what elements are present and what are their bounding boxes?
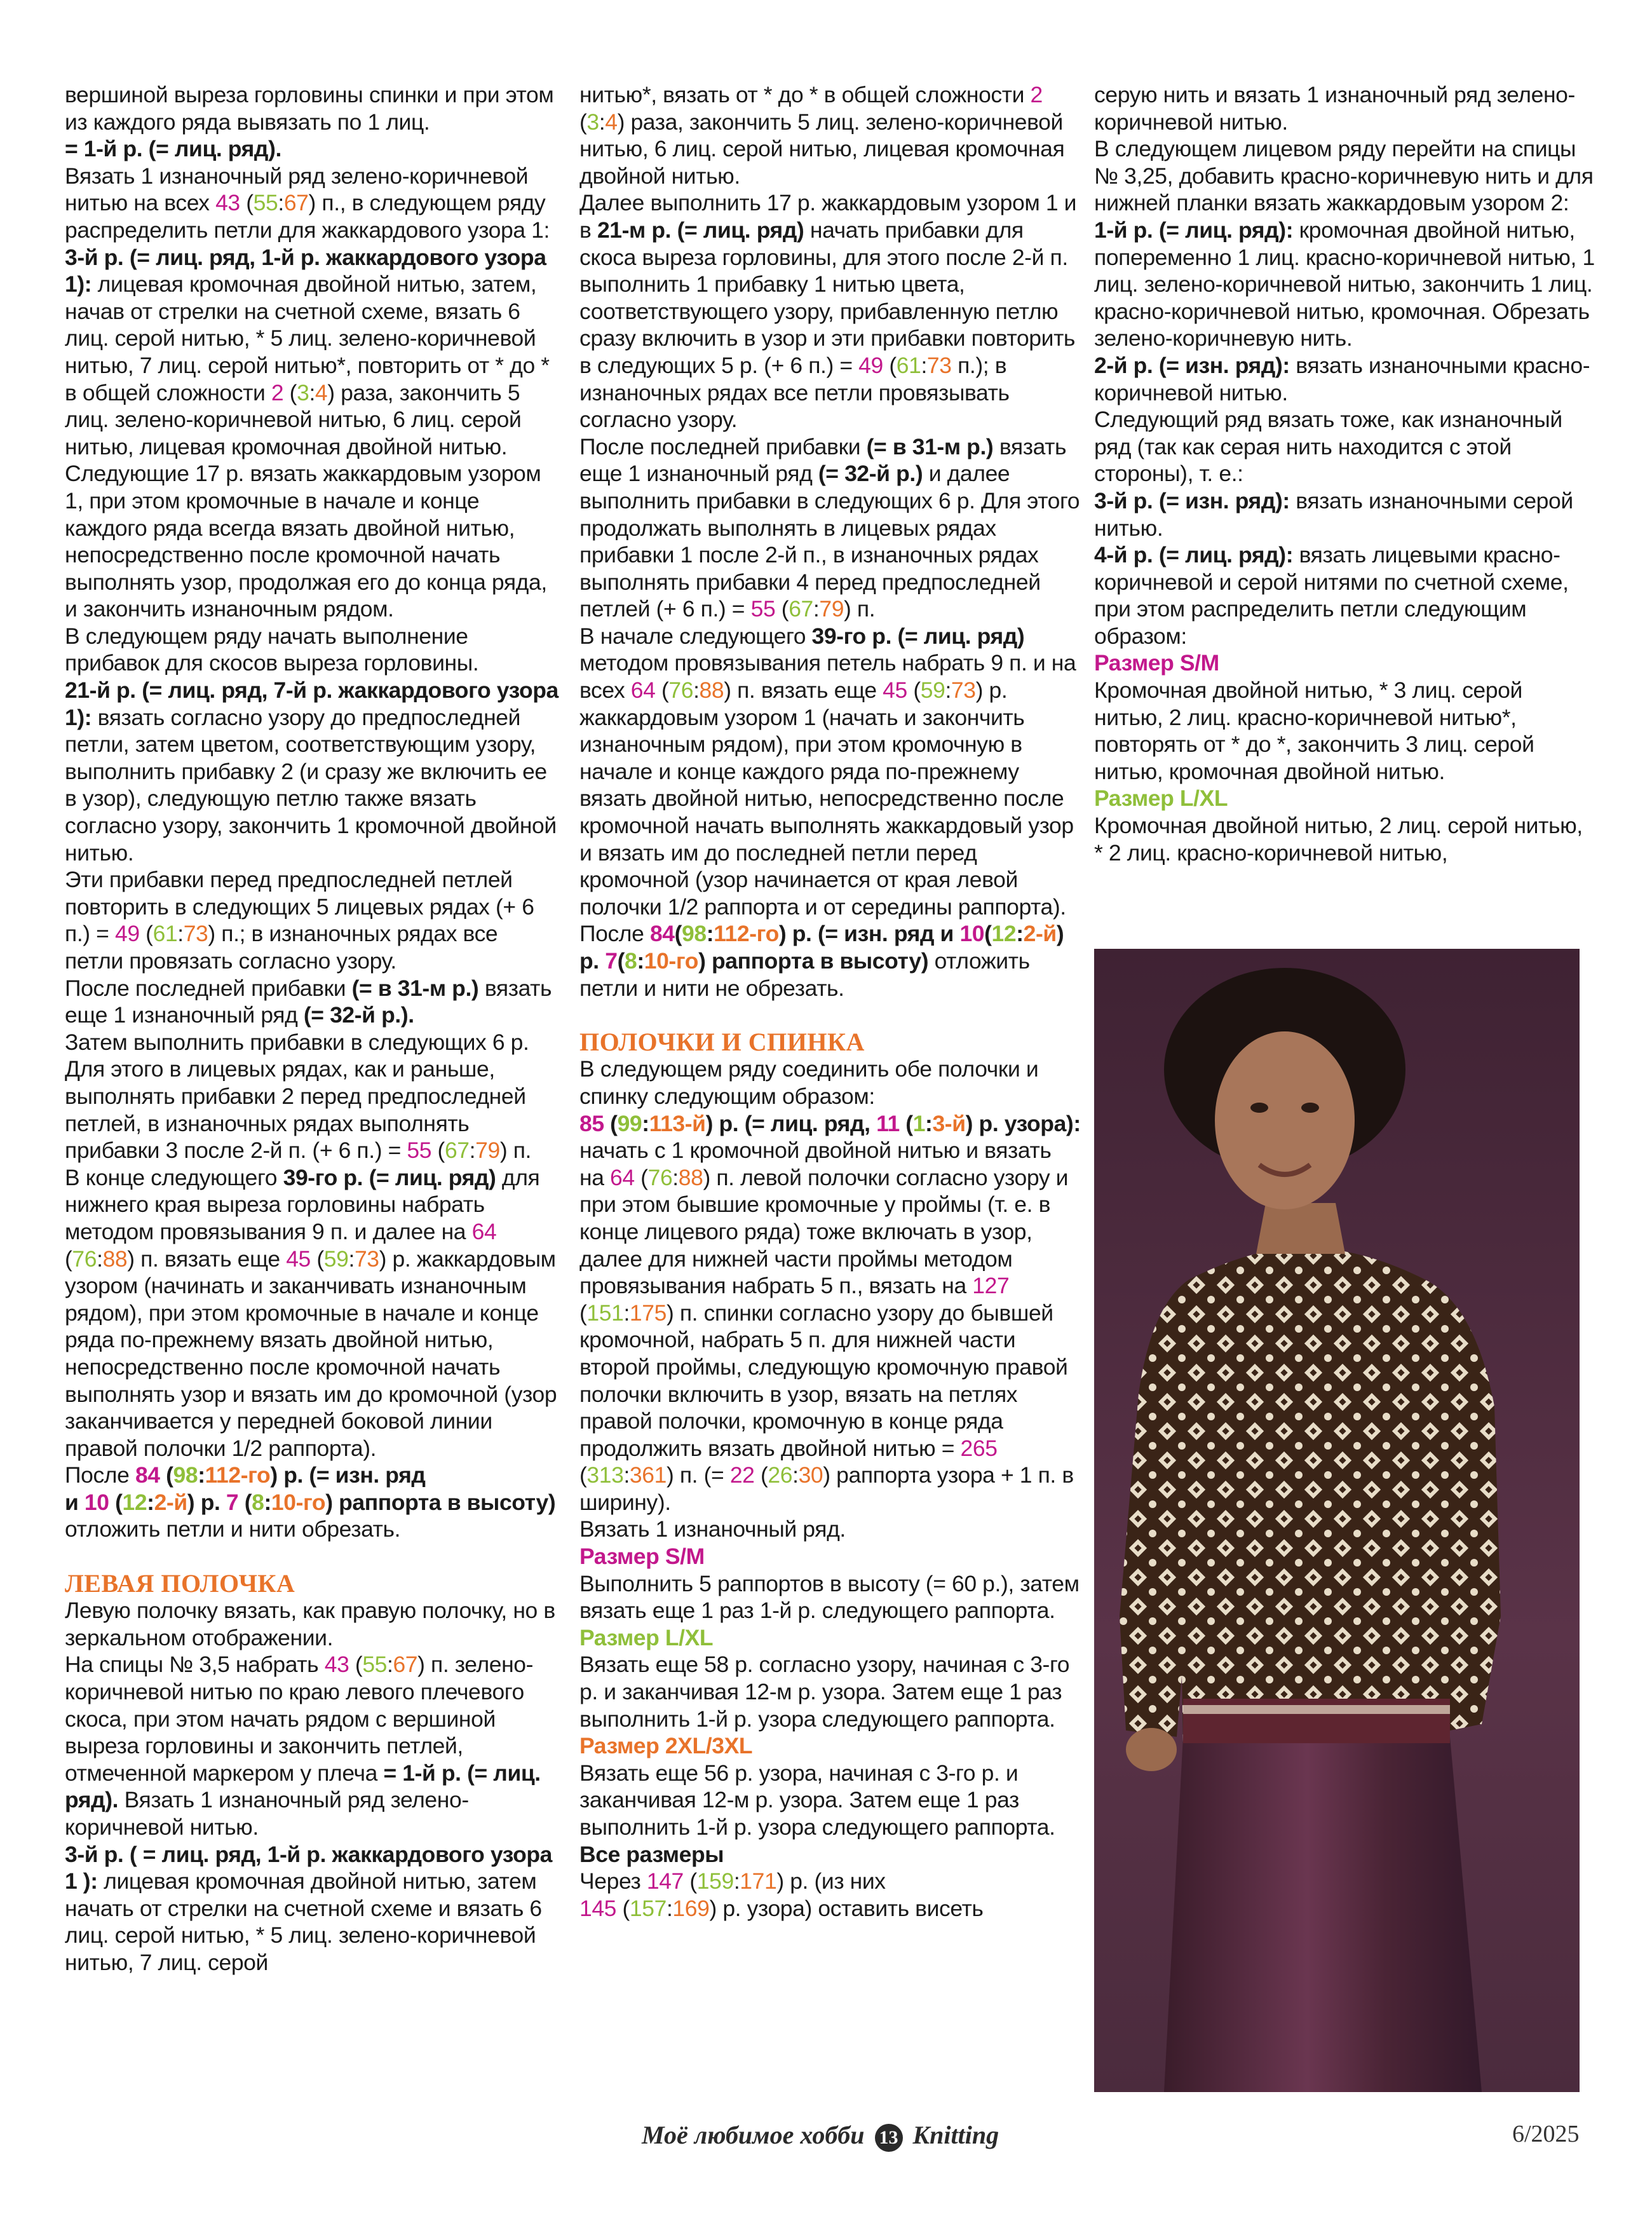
paragraph: 3-й р. ( = лиц. ряд, 1-й р. жаккардового узора 1 ): лицевая кромочная двойной нитью, затем начать от стрелки на счетной схеме и вязать 6 лиц. серой нитью, * 5 лиц. зелено-коричневой нитью, 7 лиц. серой	[65, 1841, 553, 1975]
paragraph: 21-й р. (= лиц. ряд, 7-й р. жаккардового узора 1): вязать согласно узору до предпоследней петли, затем цветом, соответствующим узору, выполнить прибавку 2 (и сразу же включить ее в узор), следующую петлю также вязать согласно узору, закончить 1 кромочной двойной нитью.	[65, 677, 559, 866]
size-heading-sm: Размер S/M	[579, 1544, 705, 1570]
model-photo-illustration	[1094, 949, 1580, 2092]
text-column-1	[65, 81, 560, 1976]
paragraph: 2-й р. (= изн. ряд): вязать изнаночными красно-коричневой нитью.	[1094, 352, 1590, 405]
paragraph: Выполнить 5 раппортов в высоту (= 60 р.), затем вязать еще 1 раз 1-й р. следующего раппорта.	[579, 1570, 1080, 1624]
paragraph: В следующем лицевом ряду перейти на спицы № 3,25, добавить красно-коричневую нить и для нижней планки вязать жаккардовым узором 2:	[1094, 136, 1594, 216]
paragraph: Кромочная двойной нитью, * 3 лиц. серой нитью, 2 лиц. красно-коричневой нитью*, повторять от * до *, закончить 3 лиц. серой нитью, кромочная двойной нитью.	[1094, 677, 1534, 784]
paragraph: Через 147 (159:171) р. (из них 145 (157:169) р. узора) оставить висеть	[579, 1868, 984, 1921]
paragraph: 85 (99:113-й) р. (= лиц. ряд, 11 (1:3-й) р. узора): начать с 1 кромочной двойной нитью и вязать на 64 (76:88) п. левой полочки согласно узору и при этом бывшие кромочные у проймы (т. е. в конце лицевого ряда) тоже включать в узор, далее для нижней части проймы методом провязывания набрать 5 п., вязать на 127 (151:175) п. спинки согласно узору до бывшей кромочной, набрать 5 п. для нижней части второй проймы, следующую кромочную правой полочки включить в узор, вязать на петлях правой полочки, кромочную в конце ряда продолжить вязать двойной нитью = 265 (313:361) п. (= 22 (26:30) раппорта узора + 1 п. в ширину).	[579, 1110, 1081, 1515]
paragraph: 3-й р. (= изн. ряд): вязать изнаночными серой нитью.	[1094, 487, 1573, 541]
paragraph: После 84 (98:112-го) р. (= изн. ряд и 10 (12:2-й) р. 7 (8:10-го) раппорта в высоту) отложить петли и нити обрезать.	[65, 1462, 556, 1542]
paragraph: После последней прибавки (= в 31-м р.) вязать еще 1 изнаночный ряд (= 32-й р.).	[65, 975, 552, 1028]
section-heading-left-front: ЛЕВАЯ ПОЛОЧКА	[65, 1568, 295, 1598]
paragraph: Левую полочку вязать, как правую полочку, но в зеркальном отображении.	[65, 1598, 555, 1650]
text-column-3	[1094, 81, 1596, 866]
paragraph: После последней прибавки (= в 31-м р.) вязать еще 1 изнаночный ряд (= 32-й р.) и далее выполнить прибавки в следующих 6 р. Для этого продолжать выполнять в лицевых рядах прибавки 1 после 2-й п., в изнаночных рядах выполнять прибавки 4 перед предпоследней петлей (+ 6 п.) = 55 (67:79) п.	[579, 433, 1080, 622]
paragraph: вершиной выреза горловины спинки и при этом из каждого ряда вывязать по 1 лиц. = 1-й р. (= лиц. ряд).	[65, 82, 554, 162]
text-column-2	[579, 81, 1081, 1922]
paragraph: Вязать еще 58 р. согласно узору, начиная с 3-го р. и заканчивая 12-м р. узора. Затем еще 1 раз выполнить 1-й р. узора следующего раппорта.	[579, 1652, 1070, 1732]
paragraph: Следующий ряд вязать тоже, как изнаночный ряд (так как серая нить находится с этой стороны), т. е.:	[1094, 407, 1562, 487]
paragraph: Вязать еще 56 р. узора, начиная с 3-го р. и заканчивая 12-м р. узора. Затем еще 1 раз выполнить 1-й р. узора следующего раппорта.	[579, 1760, 1055, 1840]
size-heading-2xl3xl: Размер 2XL/3XL	[579, 1733, 753, 1759]
section-heading-fronts-and-back: ПОЛОЧКИ И СПИНКА	[579, 1027, 865, 1056]
magazine-title: Моё любимое хобби	[642, 2121, 865, 2149]
paragraph: После 84(98:112-го) р. (= изн. ряд и 10(12:2-й) р. 7(8:10-го) раппорта в высоту) отложить петли и нити не обрезать.	[579, 921, 1064, 1001]
paragraph: серую нить и вязать 1 изнаночный ряд зелено-коричневой нитью.	[1094, 82, 1575, 135]
size-heading-lxl: Размер L/XL	[1094, 785, 1228, 812]
paragraph: В следующем ряду соединить обе полочки и спинку следующим образом:	[579, 1056, 1039, 1109]
paragraph: Вязать 1 изнаночный ряд.	[579, 1516, 846, 1542]
paragraph: Вязать 1 изнаночный ряд зелено-коричневой нитью на всех 43 (55:67) п., в следующем ряду распределить петли для жаккардового узора 1:	[65, 163, 550, 243]
paragraph: Кромочная двойной нитью, 2 лиц. серой нитью, * 2 лиц. красно-коричневой нитью,	[1094, 813, 1583, 866]
paragraph: нитью*, вязать от * до * в общей сложности 2 (3:4) раза, закончить 5 лиц. зелено-коричневой нитью, 6 лиц. серой нитью, лицевая кромочная двойной нитью.	[579, 82, 1065, 189]
paragraph: Затем выполнить прибавки в следующих 6 р. Для этого в лицевых рядах, как и раньше, выполнять прибавки 2 перед предпоследней петлей, в изнаночных рядах выполнять прибавки 3 после 2-й п. (+ 6 п.) = 55 (67:79) п.	[65, 1029, 531, 1164]
size-heading-all: Все размеры	[579, 1841, 724, 1867]
paragraph: Далее выполнить 17 р. жаккардовым узором 1 и в 21-м р. (= лиц. ряд) начать прибавки для скоса выреза горловины, для этого после 2-й п. выполнить 1 прибавку 1 нитью цвета, соответствующего узору, прибавленную петлю сразу включить в узор и эти прибавки повторить в следующих 5 р. (+ 6 п.) = 49 (61:73 п.); в изнаночных рядах все петли провязывать согласно узору.	[579, 190, 1077, 433]
paragraph: В начале следующего 39-го р. (= лиц. ряд) методом провязывания петель набрать 9 п. и на всех 64 (76:88) п. вязать еще 45 (59:73) р. жаккардовым узором 1 (начать и закончить изнаночным рядом), при этом кромочную в начале и конце каждого ряда по-прежнему вязать двойной нитью, непосредственно после кромочной начать выполнять жаккардовый узор и вязать им до последней петли перед кромочной (узор начинается от края левой полочки 1/2 раппорта и от середины раппорта).	[579, 623, 1076, 920]
paragraph: Эти прибавки перед предпоследней петлей повторить в следующих 5 лицевых рядах (+ 6 п.) = 49 (61:73) п.; в изнаночных рядах все петли провязать согласно узору.	[65, 867, 534, 974]
paragraph: На спицы № 3,5 набрать 43 (55:67) п. зелено-коричневой нитью по краю левого плечевого скоса, при этом начать рядом с вершиной выреза горловины и закончить петлей, отмеченной маркером у плеча = 1-й р. (= лиц. ряд). Вязать 1 изнаночный ряд зелено-коричневой нитью.	[65, 1652, 541, 1840]
paragraph: Следующие 17 р. вязать жаккардовым узором 1, при этом кромочные в начале и конце каждого ряда всегда вязать двойной нитью, непосредственно после кромочной начать выполнять узор, продолжая его до конца ряда, и закончить изнаночным рядом.	[65, 461, 547, 622]
paragraph: В следующем ряду начать выполнение прибавок для скосов выреза горловины.	[65, 623, 479, 676]
paragraph: 1-й р. (= лиц. ряд): кромочная двойной нитью, попеременно 1 лиц. красно-коричневой нитью, 1 лиц. зелено-коричневой нитью, закончить 1 лиц. красно-коричневой нитью, кромочная. Обрезать зелено-коричневую нить.	[1094, 217, 1595, 351]
page-number: 13	[875, 2124, 903, 2152]
size-heading-sm: Размер S/M	[1094, 650, 1219, 676]
magazine-footer	[642, 2120, 999, 2152]
model-photo	[1094, 949, 1580, 2092]
paragraph: 3-й р. (= лиц. ряд, 1-й р. жаккардового узора 1): лицевая кромочная двойной нитью, затем, начав от стрелки на счетной схеме, вязать 6 лиц. серой нитью, * 5 лиц. зелено-коричневой нитью, 7 лиц. серой нитью*, повторить от * до * в общей сложности 2 (3:4) раза, закончить 5 лиц. зелено-коричневой нитью, 6 лиц. серой нитью, лицевая кромочная двойной нитью.	[65, 244, 550, 459]
paragraph: 4-й р. (= лиц. ряд): вязать лицевыми красно-коричневой и серой нитями по счетной схеме, при этом распределить петли следующим образом:	[1094, 542, 1569, 649]
paragraph: В конце следующего 39-го р. (= лиц. ряд) для нижнего края выреза горловины набрать методом провязывания 9 п. и далее на 64 (76:88) п. вязать еще 45 (59:73) р. жаккардовым узором (начинать и заканчивать изнаночным рядом), при этом кромочные в начале и конце ряда по-прежнему вязать двойной нитью, непосредственно после кромочной начать выполнять узор и вязать им до кромочной (узор заканчивается у передней боковой линии правой полочки 1/2 раппорта).	[65, 1164, 557, 1461]
issue-number: 6/2025	[1512, 2121, 1580, 2147]
brand-name: Knitting	[912, 2121, 999, 2149]
size-heading-lxl: Размер L/XL	[579, 1624, 714, 1650]
